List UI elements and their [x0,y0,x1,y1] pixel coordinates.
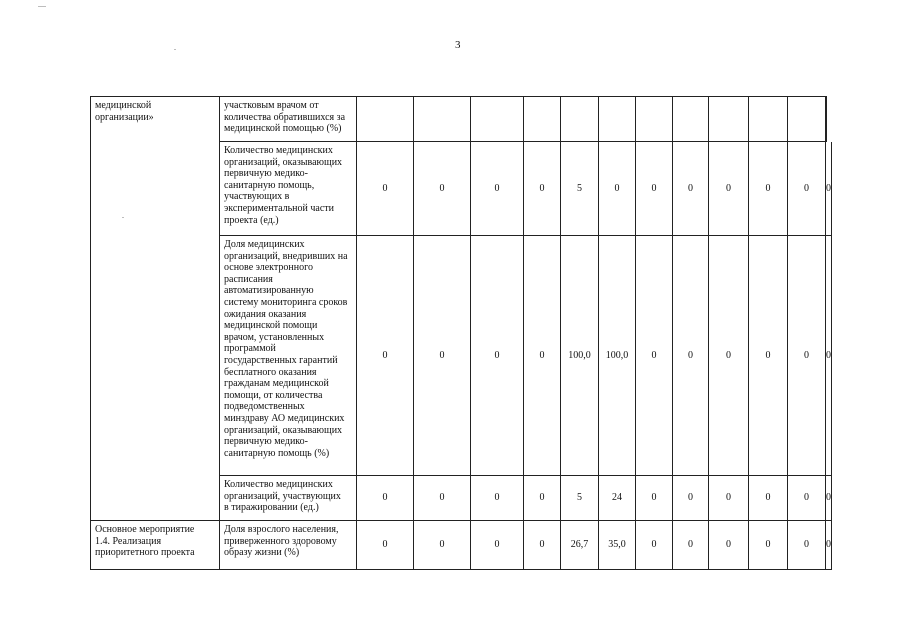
value-cell: 0 [788,521,826,570]
value-cell: 0 [524,476,561,521]
value-cell: 100,0 [599,236,636,476]
value-cell [788,96,826,142]
value-cell: 0 [357,142,414,236]
indicator-cell: участковым врачом от количества обратившихся за медицинской помощью (%) [220,96,357,142]
value-cell: 0 [826,476,832,521]
value-cell: 0 [471,476,524,521]
value-cell: 0 [414,236,471,476]
value-cell: 0 [709,236,749,476]
value-cell: 0 [414,476,471,521]
indicator-cell: Доля медицинских организаций, внедривших на основе электронного расписания автоматизированную систему мониторинга сроков ожидания оказания медицинской помощи врачом, установленных программой государственных гарантий бесплатного оказания гражданам медицинской помощи, от количества подведомственных минздраву АО медицинских организаций, оказывающих первичную медико- санитарную помощь (%) [220,236,357,476]
value-cell: 0 [709,142,749,236]
value-cell: 0 [357,476,414,521]
value-cell: 0 [673,476,709,521]
value-cell: 0 [788,236,826,476]
value-cell [524,96,561,142]
value-cell: 5 [561,142,599,236]
value-cell: 0 [826,142,832,236]
value-cell [673,96,709,142]
page-number: 3 [455,39,461,51]
value-cell [826,96,827,142]
indicator-cell: Количество медицинских организаций, участвующих в тиражировании (ед.) [220,476,357,521]
value-cell: 0 [788,476,826,521]
value-cell: 0 [826,236,832,476]
value-cell [471,96,524,142]
value-cell: 0 [709,476,749,521]
value-cell: 0 [826,521,832,570]
value-cell: 0 [788,142,826,236]
value-cell: 0 [636,476,673,521]
value-cell: 0 [673,236,709,476]
value-cell: 0 [471,521,524,570]
value-cell: 0 [749,236,788,476]
value-cell [636,96,673,142]
value-cell: 0 [599,142,636,236]
value-cell: 0 [749,476,788,521]
value-cell [414,96,471,142]
value-cell: 0 [357,236,414,476]
indicator-cell: Доля взрослого населения, приверженного здоровому образу жизни (%) [220,521,357,570]
indicators-table [90,96,831,570]
value-cell: 0 [636,236,673,476]
value-cell [749,96,788,142]
value-cell: 0 [414,521,471,570]
scan-speck [38,6,46,7]
value-cell: 100,0 [561,236,599,476]
value-cell: 0 [524,142,561,236]
value-cell: 0 [471,142,524,236]
value-cell: 35,0 [599,521,636,570]
value-cell: 0 [749,521,788,570]
indicator-cell: Количество медицинских организаций, оказывающих первичную медико- санитарную помощь, участвующих в экспериментальной части проекта (ед.) [220,142,357,236]
group-cell: Основное мероприятие 1.4. Реализация приоритетного проекта [90,521,220,570]
value-cell [561,96,599,142]
value-cell: 0 [636,521,673,570]
value-cell: 24 [599,476,636,521]
value-cell [709,96,749,142]
value-cell: 0 [524,236,561,476]
value-cell: 0 [471,236,524,476]
value-cell [357,96,414,142]
value-cell: 0 [709,521,749,570]
value-cell: 0 [673,521,709,570]
value-cell: 0 [749,142,788,236]
scan-speck [174,49,176,50]
value-cell: 0 [414,142,471,236]
value-cell: 0 [673,142,709,236]
value-cell: 0 [524,521,561,570]
value-cell: 0 [357,521,414,570]
group-cell: медицинской организации» [90,96,220,521]
value-cell: 0 [636,142,673,236]
value-cell [599,96,636,142]
value-cell: 26,7 [561,521,599,570]
value-cell: 5 [561,476,599,521]
